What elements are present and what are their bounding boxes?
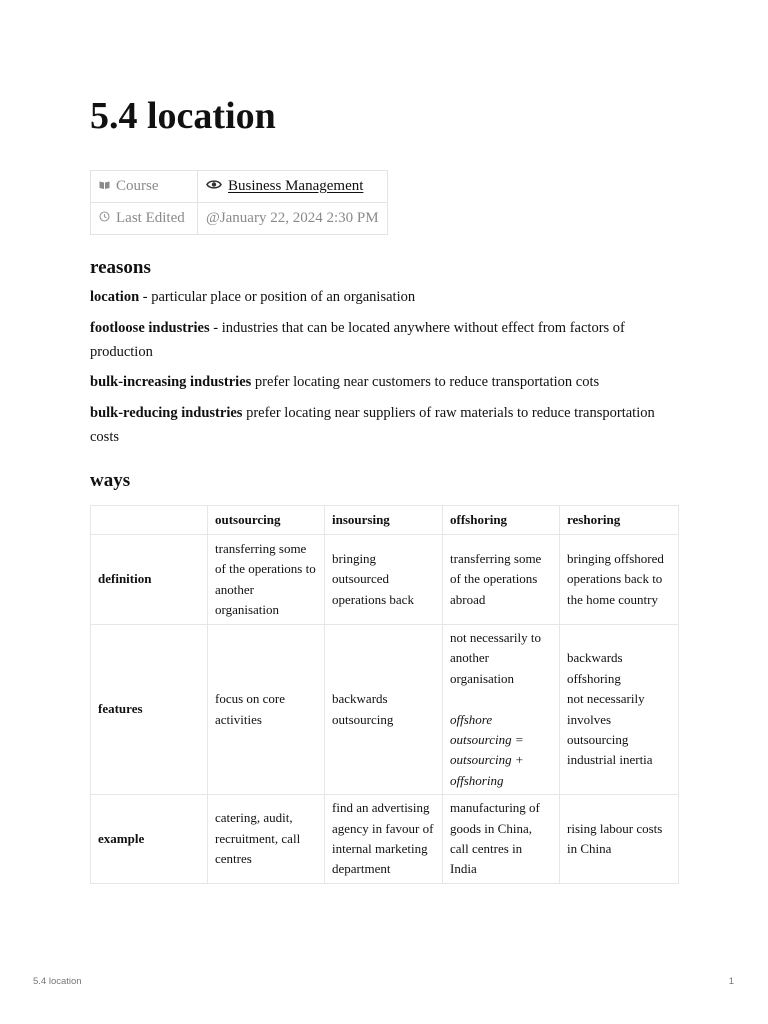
footer-page-number: 1 xyxy=(728,976,734,987)
table-cell: backwards offshoring not necessarily involves outsourcing industrial inertia xyxy=(560,625,679,795)
table-cell: manufacturing of goods in China, call centres in India xyxy=(443,795,560,884)
term: footloose industries xyxy=(90,320,210,336)
page-title: 5.4 location xyxy=(90,95,276,137)
course-link[interactable]: Business Management xyxy=(228,177,364,194)
property-value-last-edited: @January 22, 2024 2:30 PM xyxy=(198,203,388,235)
table-cell: transferring some of the operations abroad xyxy=(443,535,560,625)
table-cell: not necessarily to another organisation offshore outsourcing = outsourcing + offshoring xyxy=(443,625,560,795)
book-icon xyxy=(99,178,110,195)
table-row xyxy=(91,795,679,884)
term: bulk-reducing industries xyxy=(90,405,243,421)
term-text: prefer locating near customers to reduce transportation cots xyxy=(251,374,600,390)
table-cell: catering, audit, recruitment, call centres xyxy=(208,795,325,884)
definition-paragraph xyxy=(90,316,680,364)
term: bulk-increasing industries xyxy=(90,374,252,390)
table-cell: bringing outsourced operations back xyxy=(325,535,443,625)
clock-icon xyxy=(99,210,110,227)
table-cell: find an advertising agency in favour of internal marketing department xyxy=(325,795,443,884)
eye-icon xyxy=(206,178,222,195)
column-header: insoursing xyxy=(325,506,443,535)
definition-paragraph xyxy=(90,370,680,394)
table-cell: backwards outsourcing xyxy=(325,625,443,795)
footer-page-title: 5.4 location xyxy=(33,976,82,987)
column-header: outsourcing xyxy=(208,506,325,535)
comparison-table xyxy=(90,505,679,884)
column-header: offshoring xyxy=(443,506,560,535)
section-heading-ways: ways xyxy=(90,470,131,491)
table-cell: transferring some of the operations to another organisation xyxy=(208,535,325,625)
table-cell: rising labour costs in China xyxy=(560,795,679,884)
definition-paragraph xyxy=(90,285,680,309)
row-header: definition xyxy=(91,535,208,625)
term-text: - industries that can be located anywhere without effect from factors of production xyxy=(90,320,625,360)
table-row xyxy=(91,535,679,625)
table-cell: focus on core activities xyxy=(208,625,325,795)
section-heading-reasons: reasons xyxy=(90,257,151,278)
term-text: - particular place or position of an organisation xyxy=(139,289,416,305)
column-header: reshoring xyxy=(560,506,679,535)
properties-table xyxy=(90,170,388,235)
property-row-last-edited xyxy=(91,203,388,235)
table-row xyxy=(91,625,679,795)
definition-paragraph xyxy=(90,401,680,449)
property-value-course xyxy=(198,171,388,203)
row-header: features xyxy=(91,625,208,795)
row-header: example xyxy=(91,795,208,884)
property-row-course xyxy=(91,171,388,203)
property-key-course: Course xyxy=(91,171,198,203)
table-cell: bringing offshored operations back to the home country xyxy=(560,535,679,625)
column-header xyxy=(91,506,208,535)
property-key-last-edited: Last Edited xyxy=(91,203,198,235)
term: location xyxy=(90,289,140,305)
term-text: prefer locating near suppliers of raw materials to reduce transportation costs xyxy=(90,405,655,445)
table-header-row xyxy=(91,506,679,535)
